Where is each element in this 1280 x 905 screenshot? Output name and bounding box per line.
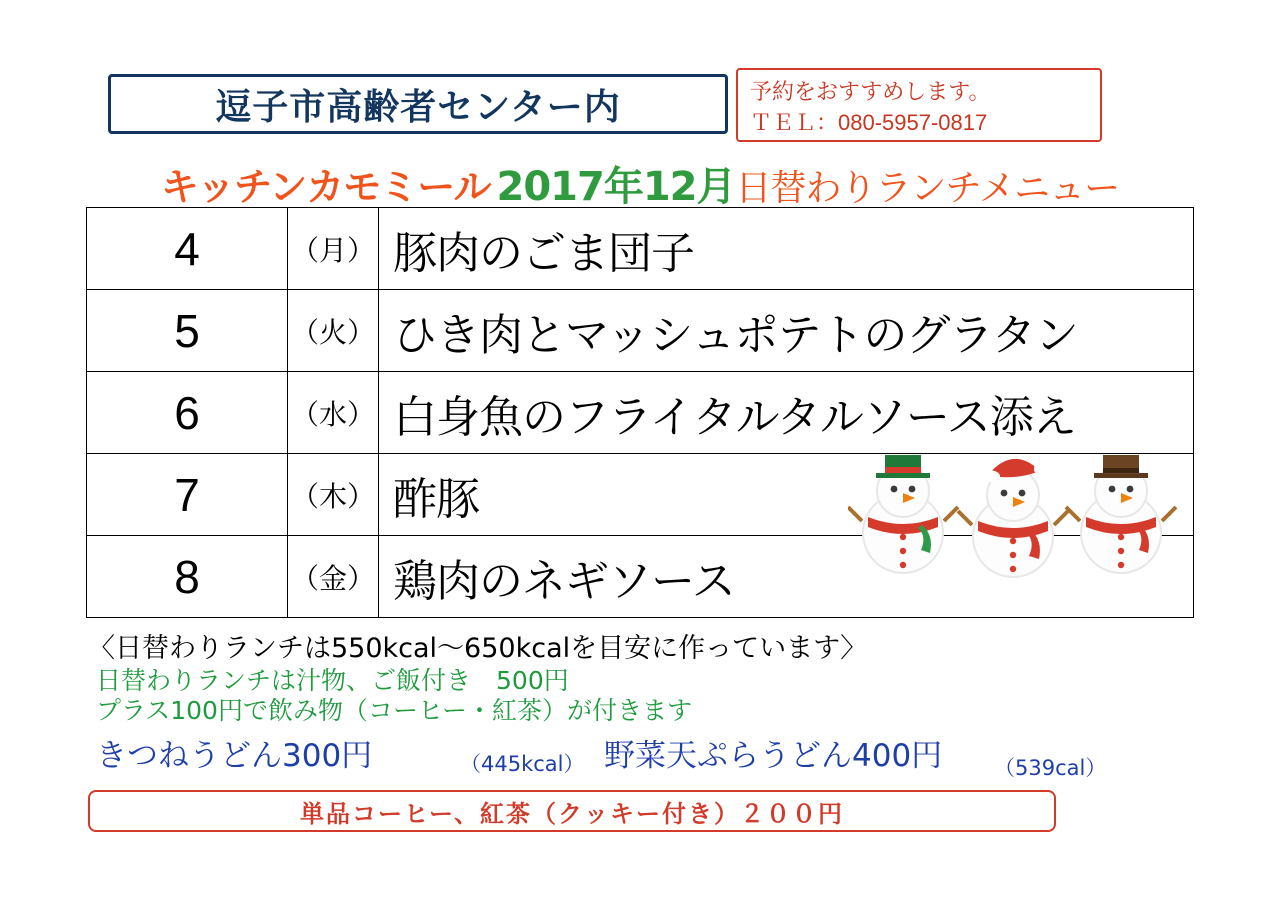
reservation-note: 予約をおすすめします。 bbox=[750, 79, 991, 104]
cell-dish: 豚肉のごま団子 bbox=[379, 208, 1194, 290]
reservation-box bbox=[736, 68, 1102, 142]
coffee-price-box bbox=[88, 790, 1056, 832]
coffee-price-text: 単品コーヒー、紅茶（クッキー付き）２００円 bbox=[299, 799, 845, 828]
venue-box bbox=[108, 74, 728, 134]
table-row bbox=[87, 290, 1194, 372]
cell-weekday: （木） bbox=[288, 454, 379, 536]
cell-dish: 酢豚 bbox=[379, 454, 1194, 536]
venue-name: 逗子市高齢者センター内 bbox=[215, 86, 621, 128]
calorie-note: 〈日替わりランチは550kcal〜650kcalを目安に作っています〉 bbox=[88, 633, 868, 664]
header bbox=[88, 68, 1188, 144]
cell-dish: ひき肉とマッシュポテトのグラタン bbox=[379, 290, 1194, 372]
title-subtitle: 日替わりランチメニュー bbox=[735, 167, 1120, 208]
drink-addon-note: プラス100円で飲み物（コーヒー・紅茶）が付きます bbox=[96, 696, 692, 725]
cell-dish: 白身魚のフライタルタルソース添え bbox=[379, 372, 1194, 454]
table-row bbox=[87, 536, 1194, 618]
cell-day: 4 bbox=[87, 208, 288, 290]
table-row bbox=[87, 454, 1194, 536]
cell-weekday: （水） bbox=[288, 372, 379, 454]
cell-day: 6 bbox=[87, 372, 288, 454]
menu-table bbox=[86, 207, 1194, 618]
table-row bbox=[87, 372, 1194, 454]
kitsune-udon-kcal: （445kcal） bbox=[460, 752, 585, 776]
cell-dish: 鶏肉のネギソース bbox=[379, 536, 1194, 618]
cell-day: 8 bbox=[87, 536, 288, 618]
kitsune-udon-price: きつねうどん300円 bbox=[96, 738, 373, 774]
table-row bbox=[87, 208, 1194, 290]
telephone-number: ＴＥＬ：080-5957-0817 bbox=[750, 110, 988, 135]
title-shop-name: キッチンカモミール bbox=[160, 165, 491, 209]
notes-section bbox=[88, 632, 1208, 778]
cell-weekday: （火） bbox=[288, 290, 379, 372]
yasaiten-udon-price: 野菜天ぷらうどん400円 bbox=[604, 738, 943, 774]
yasaiten-udon-kcal: （539cal） bbox=[994, 756, 1107, 780]
page-title bbox=[0, 155, 1280, 212]
lunch-price-note: 日替わりランチは汁物、ご飯付き 500円 bbox=[96, 666, 569, 695]
title-date: 2017年12月 bbox=[496, 164, 736, 210]
cell-weekday: （月） bbox=[288, 208, 379, 290]
cell-day: 7 bbox=[87, 454, 288, 536]
udon-row bbox=[88, 730, 1208, 778]
cell-weekday: （金） bbox=[288, 536, 379, 618]
cell-day: 5 bbox=[87, 290, 288, 372]
